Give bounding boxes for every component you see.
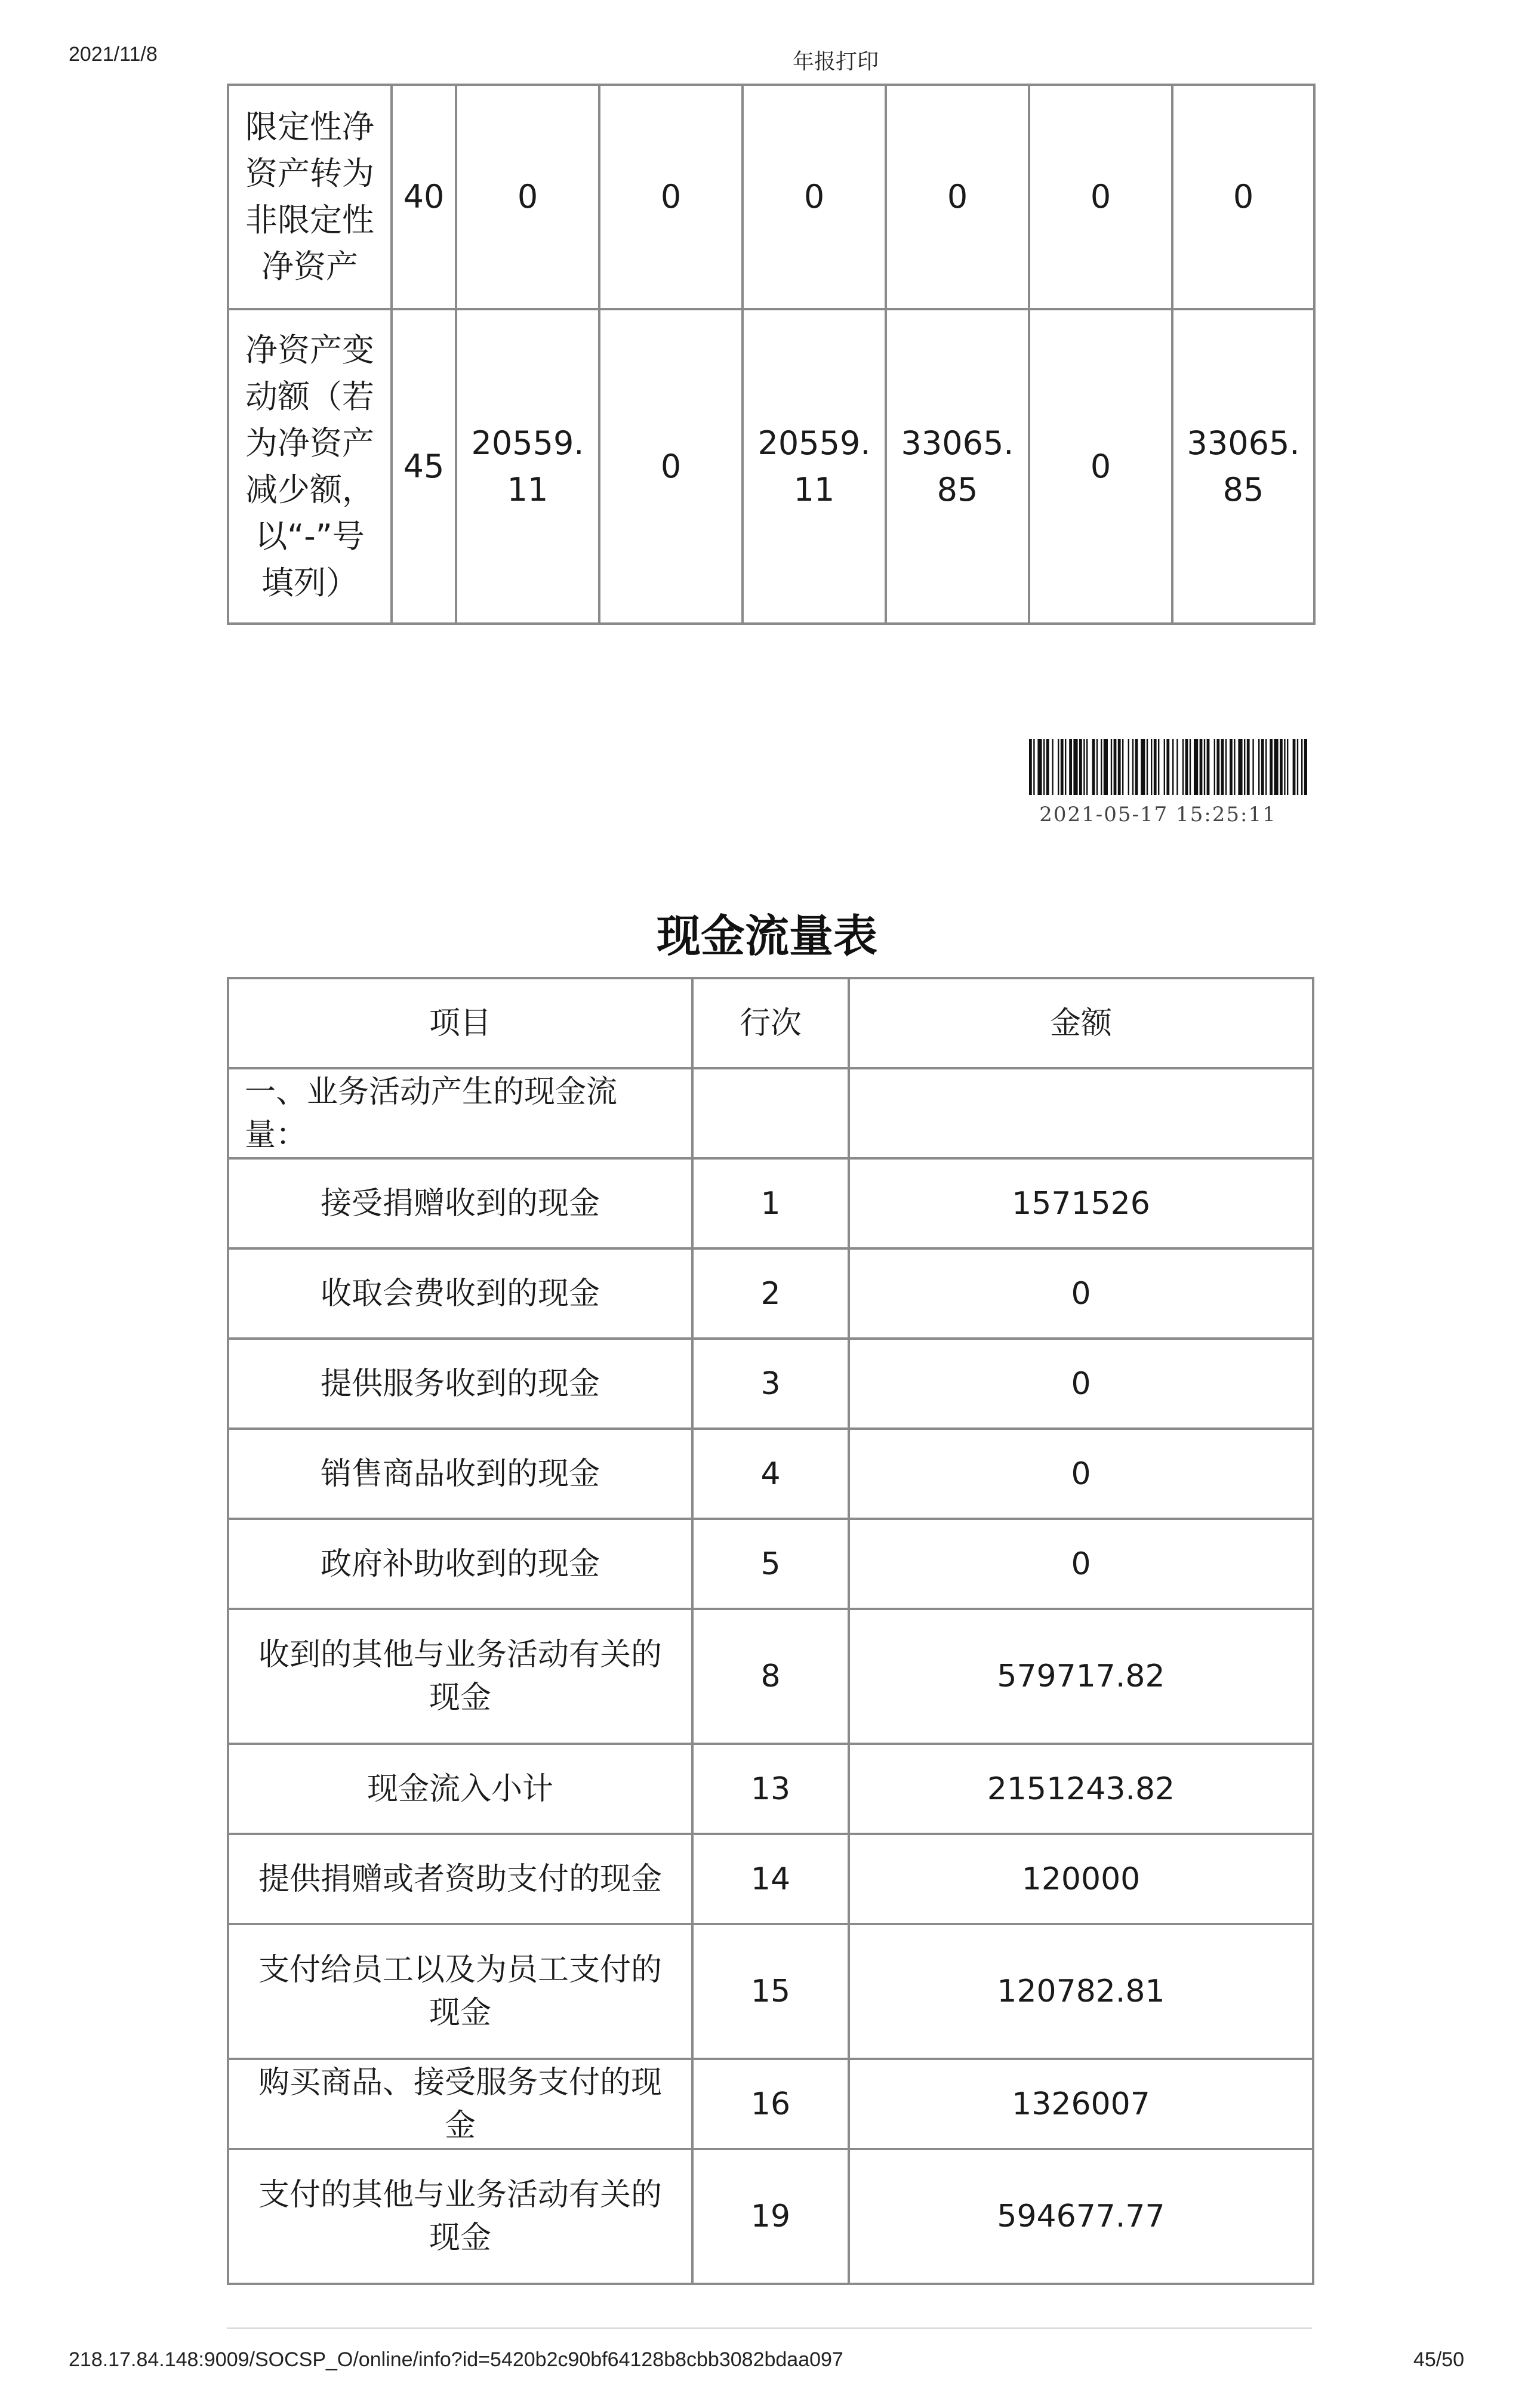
table-row	[228, 1834, 1313, 1924]
barcode-bar	[1128, 739, 1129, 795]
section-row	[228, 1068, 1313, 1158]
barcode-bar	[1073, 739, 1077, 795]
barcode-bar	[1083, 739, 1085, 795]
column-header-line: 行次	[692, 978, 849, 1068]
cell-line: 14	[692, 1834, 849, 1924]
barcode-bar	[1154, 739, 1157, 795]
barcode-bar	[1158, 739, 1159, 795]
barcode-bar	[1265, 739, 1267, 795]
table-row	[228, 1609, 1313, 1744]
cell-amount: 1326007	[849, 2059, 1313, 2149]
cell-amount: 0	[849, 1248, 1313, 1339]
table-row	[228, 1744, 1313, 1834]
barcode-bar	[1043, 739, 1045, 795]
column-header-item: 项目	[228, 978, 692, 1068]
row-label: 限定性净资产转为非限定性净资产	[228, 85, 392, 309]
barcode-bar	[1164, 739, 1165, 795]
barcode-bar	[1270, 739, 1273, 795]
barcode-timestamp: 2021-05-17 15:25:11	[1039, 803, 1277, 827]
cell-item: 购买商品、接受服务支付的现金	[228, 2059, 692, 2149]
cell-value: 0	[1029, 309, 1172, 624]
barcode-bar	[1114, 739, 1117, 795]
barcode-bar	[1185, 739, 1188, 795]
cell-amount: 2151243.82	[849, 1744, 1313, 1834]
row-line-number: 40	[392, 85, 456, 309]
barcode-bar	[1297, 739, 1298, 795]
cell-line: 5	[692, 1519, 849, 1609]
table-row	[228, 1339, 1313, 1429]
table-row	[228, 1429, 1313, 1519]
table-row	[228, 1158, 1313, 1248]
table-row	[228, 309, 1314, 624]
cell-item: 政府补助收到的现金	[228, 1519, 692, 1609]
table-row	[228, 1924, 1313, 2059]
barcode-bar	[1104, 739, 1108, 795]
cell-amount: 1571526	[849, 1158, 1313, 1248]
barcode-bar	[1069, 739, 1072, 795]
table-row	[228, 2059, 1313, 2149]
section-label: 一、业务活动产生的现金流量：	[228, 1068, 692, 1158]
barcode-bar	[1141, 739, 1145, 795]
barcode-bar	[1118, 739, 1121, 795]
barcode-bar	[1304, 739, 1307, 795]
cell-item: 提供服务收到的现金	[228, 1339, 692, 1429]
net-assets-change-table	[227, 84, 1316, 625]
cell-amount: 594677.77	[849, 2149, 1313, 2284]
cell-amount: 120000	[849, 1834, 1313, 1924]
cash-flow-table	[227, 977, 1314, 2285]
barcode-bar	[1033, 739, 1034, 795]
barcode-bar	[1061, 739, 1064, 795]
cell-line: 13	[692, 1744, 849, 1834]
print-date: 2021/11/8	[69, 43, 158, 66]
cell-value: 0	[456, 85, 599, 309]
barcode-bar	[1214, 739, 1215, 795]
barcode-bar	[1052, 739, 1053, 795]
print-title: 年报打印	[792, 50, 879, 74]
barcode-bar	[1204, 739, 1205, 795]
cell-amount: 120782.81	[849, 1924, 1313, 2059]
cell-line: 16	[692, 2059, 849, 2149]
barcode-bar	[1252, 739, 1253, 795]
barcode-bar	[1182, 739, 1184, 795]
cell-value: 33065.85	[1172, 309, 1314, 624]
cell-value: 0	[599, 85, 743, 309]
cell-amount: 579717.82	[849, 1609, 1313, 1744]
cell-value: 0	[599, 309, 743, 624]
cell-line: 8	[692, 1609, 849, 1744]
barcode-bar	[1122, 739, 1123, 795]
cell-line: 3	[692, 1339, 849, 1429]
barcode-bar	[1172, 739, 1173, 795]
table-row	[228, 2149, 1313, 2284]
barcode-bar	[1101, 739, 1102, 795]
barcode-bar	[1284, 739, 1285, 795]
barcode-bar	[1086, 739, 1088, 795]
barcode-bar	[1065, 739, 1066, 795]
page-title: 现金流量表	[657, 911, 877, 962]
barcode-bar	[1176, 739, 1178, 795]
cell-amount: 0	[849, 1339, 1313, 1429]
barcode-bar	[1216, 739, 1219, 795]
table-row	[228, 85, 1314, 309]
row-line-number: 45	[392, 309, 456, 624]
barcode-bar	[1200, 739, 1203, 795]
barcode	[1029, 739, 1307, 795]
barcode-bar	[1280, 739, 1283, 795]
barcode-bar	[1293, 739, 1296, 795]
barcode-bar	[1234, 739, 1235, 795]
barcode-bar	[1147, 739, 1148, 795]
barcode-bar	[1230, 739, 1233, 795]
barcode-bar	[1301, 739, 1302, 795]
barcode-bar	[1111, 739, 1112, 795]
cell-line: 1	[692, 1158, 849, 1248]
barcode-bar	[1079, 739, 1082, 795]
cell-value: 20559.11	[456, 309, 599, 624]
cell-item: 现金流入小计	[228, 1744, 692, 1834]
barcode-bar	[1261, 739, 1264, 795]
barcode-bar	[1258, 739, 1259, 795]
cell-amount: 0	[849, 1519, 1313, 1609]
barcode-bar	[1037, 739, 1042, 795]
barcode-bar	[1058, 739, 1059, 795]
barcode-bar	[1225, 739, 1227, 795]
cell-item: 销售商品收到的现金	[228, 1429, 692, 1519]
barcode-bar	[1029, 739, 1032, 795]
cell-value: 0	[743, 85, 886, 309]
barcode-bar	[1274, 739, 1278, 795]
barcode-bar	[1135, 739, 1138, 795]
cell-line: 4	[692, 1429, 849, 1519]
cell-line: 15	[692, 1924, 849, 2059]
barcode-bar	[1092, 739, 1095, 795]
cell-item: 提供捐赠或者资助支付的现金	[228, 1834, 692, 1924]
barcode-bar	[1247, 739, 1250, 795]
barcode-bar	[1151, 739, 1152, 795]
cell-item: 支付给员工以及为员工支付的现金	[228, 1924, 692, 2059]
cell-line: 2	[692, 1248, 849, 1339]
row-label: 净资产变动额（若为净资产减少额，以“-”号填列）	[228, 309, 392, 624]
barcode-bar	[1166, 739, 1169, 795]
cell-item: 收到的其他与业务活动有关的现金	[228, 1609, 692, 1744]
cell-line: 19	[692, 2149, 849, 2284]
page-number: 45/50	[1413, 2348, 1464, 2371]
table-header-row	[228, 978, 1313, 1068]
cell-item: 收取会费收到的现金	[228, 1248, 692, 1339]
page-url: 218.17.84.148:9009/SOCSP_O/online/info?id=5420b2c90bf64128b8cbb3082bdaa097	[69, 2348, 843, 2371]
cell-item: 接受捐赠收到的现金	[228, 1158, 692, 1248]
cell-amount	[849, 1068, 1313, 1158]
column-header-amount: 金额	[849, 978, 1313, 1068]
cell-value: 0	[1172, 85, 1314, 309]
cell-line	[692, 1068, 849, 1158]
barcode-bar	[1207, 739, 1210, 795]
footer-divider	[227, 2327, 1312, 2329]
barcode-bar	[1287, 739, 1288, 795]
barcode-bar	[1194, 739, 1198, 795]
barcode-bar	[1096, 739, 1098, 795]
cell-item: 支付的其他与业务活动有关的现金	[228, 2149, 692, 2284]
table-row	[228, 1248, 1313, 1339]
cell-value: 0	[886, 85, 1029, 309]
table-row	[228, 1519, 1313, 1609]
cell-amount: 0	[849, 1429, 1313, 1519]
cell-value: 20559.11	[743, 309, 886, 624]
barcode-bar	[1238, 739, 1242, 795]
barcode-bar	[1190, 739, 1191, 795]
barcode-bar	[1244, 739, 1245, 795]
barcode-bar	[1046, 739, 1049, 795]
cell-value: 0	[1029, 85, 1172, 309]
barcode-bar	[1132, 739, 1133, 795]
barcode-bar	[1221, 739, 1224, 795]
cell-value: 33065.85	[886, 309, 1029, 624]
